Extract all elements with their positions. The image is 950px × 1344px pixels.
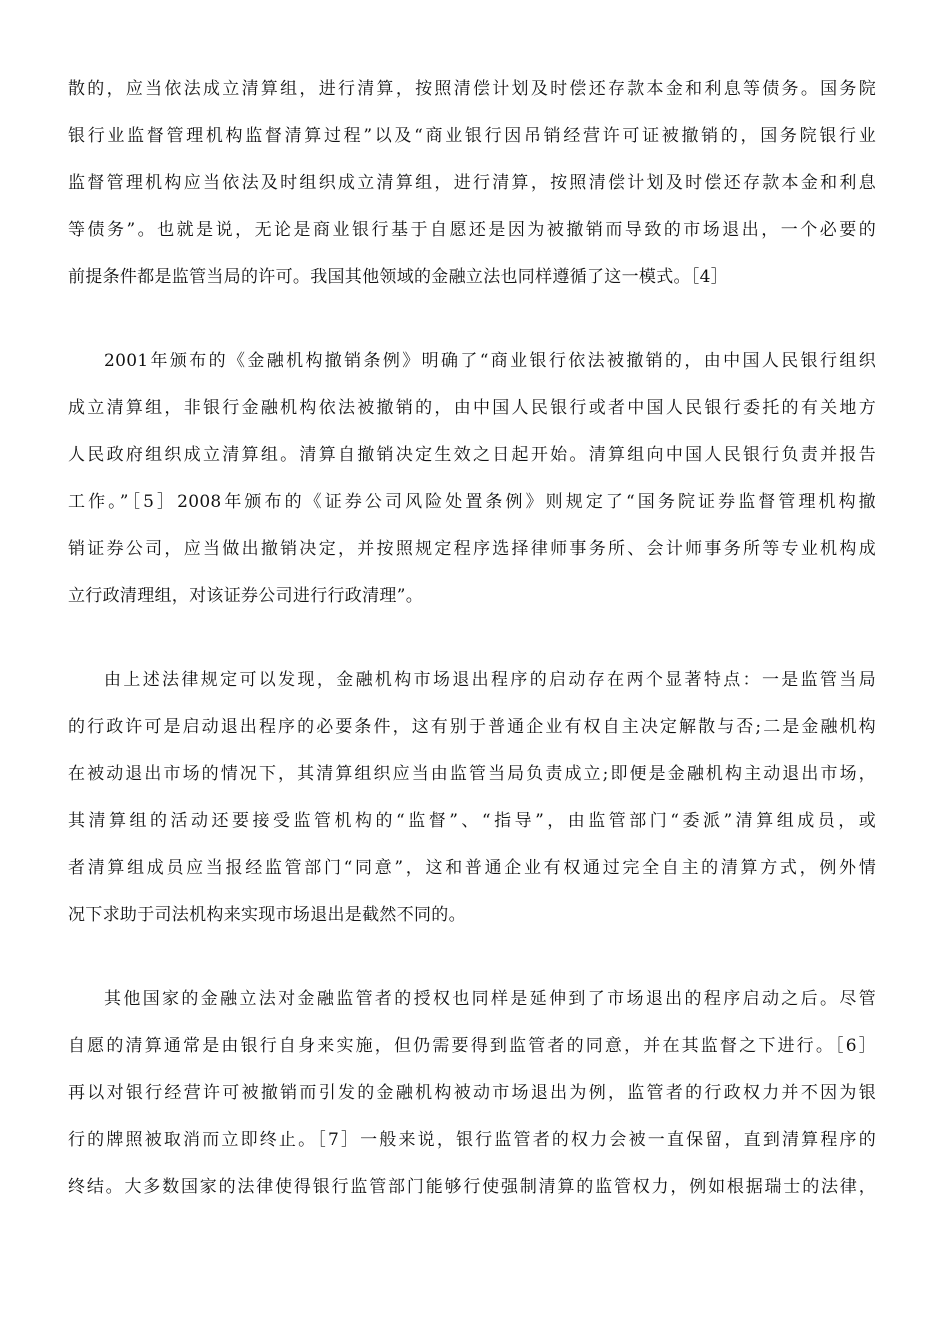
text-line: 由上述法律规定可以发现，金融机构市场退出程序的启动存在两个显著特点：一是监管当局 xyxy=(104,670,876,690)
text-line: 况下求助于司法机构来实现市场退出是截然不同的。 xyxy=(68,905,466,925)
text-line: 银行业监督管理机构监督清算过程”以及“商业银行因吊销经营许可证被撤销的，国务院银行业 xyxy=(68,126,876,146)
text-line: 人民政府组织成立清算组。清算自撤销决定生效之日起开始。清算组向中国人民银行负责并报告 xyxy=(68,445,876,465)
text-line: 者清算组成员应当报经监管部门“同意”，这和普通企业有权通过完全自主的清算方式，例外情 xyxy=(68,858,876,878)
paragraph-spacer xyxy=(68,620,876,657)
document-page xyxy=(68,66,876,1211)
text-line: 自愿的清算通常是由银行自身来实施，但仍需要得到监管者的同意，并在其监督之下进行。［6］ xyxy=(68,1036,876,1056)
paragraph-2 xyxy=(68,338,876,620)
text-line: 等债务”。也就是说，无论是商业银行基于自愿还是因为被撤销而导致的市场退出，一个必要的 xyxy=(68,220,876,240)
text-line: 成立清算组，非银行金融机构依法被撤销的，由中国人民银行或者中国人民银行委托的有关地方 xyxy=(68,398,876,418)
text-line: 前提条件都是监管当局的许可。我国其他领域的金融立法也同样遵循了这一模式。［4］ xyxy=(68,267,729,287)
text-line: 其他国家的金融立法对金融监管者的授权也同样是延伸到了市场退出的程序启动之后。尽管 xyxy=(104,989,876,1009)
text-line: 立行政清理组，对该证券公司进行行政清理”。 xyxy=(68,586,423,606)
text-line: 行的牌照被取消而立即终止。［7］一般来说，银行监管者的权力会被一直保留，直到清算程序的 xyxy=(68,1130,876,1150)
text-line: 工作。”［5］2008年颁布的《证券公司风险处置条例》则规定了“国务院证券监督管理机构撤 xyxy=(68,492,876,512)
text-line: 散的，应当依法成立清算组，进行清算，按照清偿计划及时偿还存款本金和利息等债务。国务院 xyxy=(68,79,876,99)
paragraph-spacer xyxy=(68,939,876,976)
text-line: 销证券公司，应当做出撤销决定，并按照规定程序选择律师事务所、会计师事务所等专业机构成 xyxy=(68,539,876,559)
text-line: 其清算组的活动还要接受监管机构的“监督”、“指导”，由监管部门“委派”清算组成员，或 xyxy=(68,811,876,831)
text-line: 终结。大多数国家的法律使得银行监管部门能够行使强制清算的监管权力，例如根据瑞士的法律， xyxy=(68,1177,876,1197)
paragraph-spacer xyxy=(68,301,876,338)
paragraph-3 xyxy=(68,657,876,939)
text-line: 2001年颁布的《金融机构撤销条例》明确了“商业银行依法被撤销的，由中国人民银行组织 xyxy=(104,351,876,371)
paragraph-4 xyxy=(68,976,876,1211)
text-line: 的行政许可是启动退出程序的必要条件，这有别于普通企业有权自主决定解散与否;二是金融机构 xyxy=(68,717,876,737)
paragraph-1 xyxy=(68,66,876,301)
text-line: 再以对银行经营许可被撤销而引发的金融机构被动市场退出为例，监管者的行政权力并不因为银 xyxy=(68,1083,876,1103)
text-line: 在被动退出市场的情况下，其清算组织应当由监管当局负责成立;即便是金融机构主动退出市场， xyxy=(68,764,876,784)
text-line: 监督管理机构应当依法及时组织成立清算组，进行清算，按照清偿计划及时偿还存款本金和利息 xyxy=(68,173,876,193)
